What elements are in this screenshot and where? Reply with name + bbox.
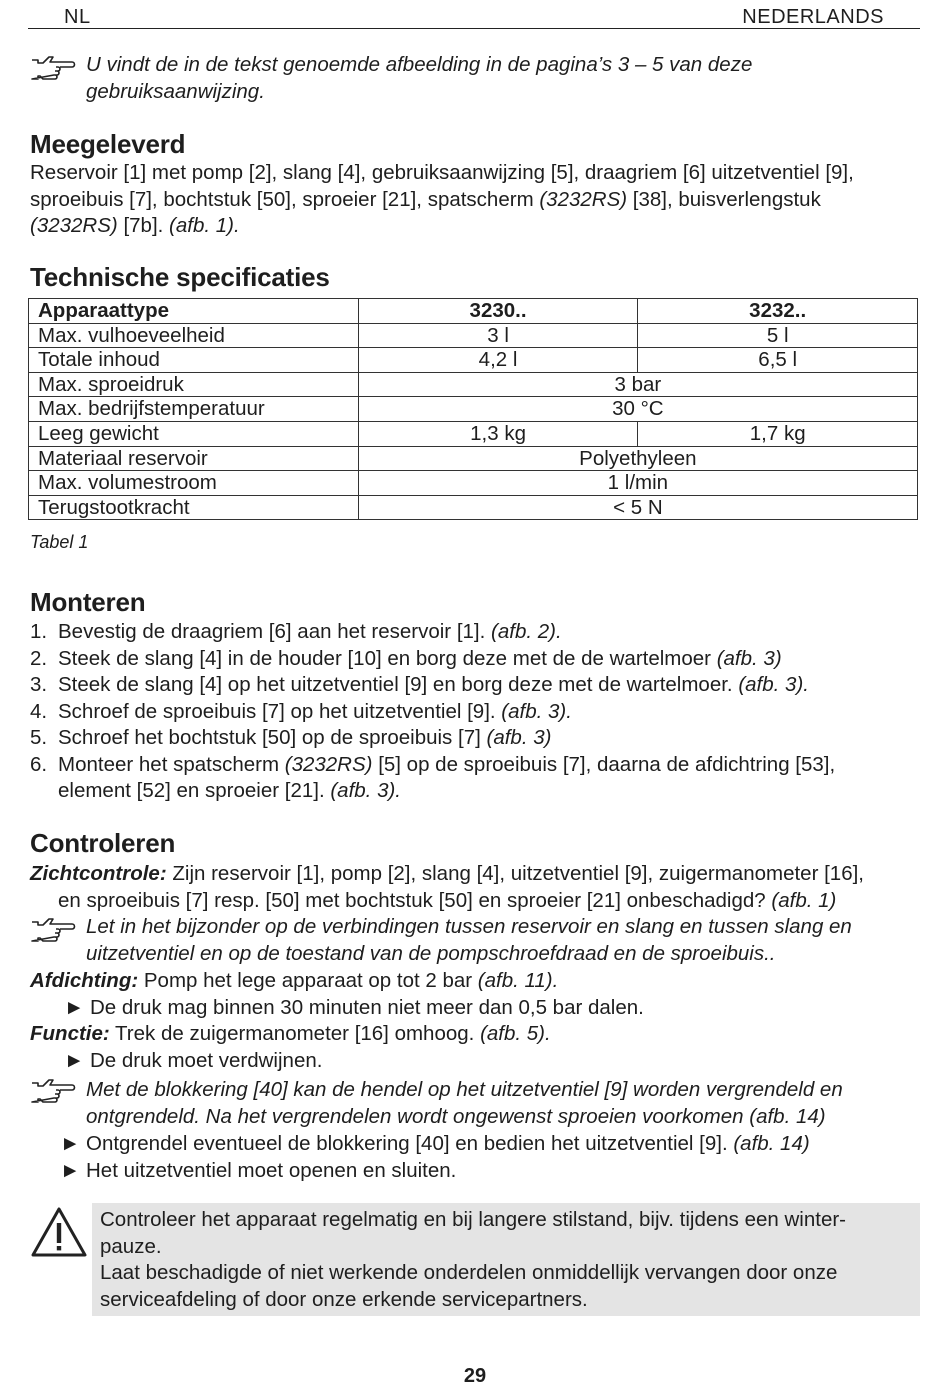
- sealing-check: Afdichting: Pomp het lege apparaat op tot 2 bar (afb. 11).: [30, 969, 559, 992]
- connection-note: Let in het bijzonder op de verbindingen tussen reservoir en slang en tussen slang en uitzetventiel en op de toestand van de pompschroefdraad en de sproeibuis..: [86, 915, 852, 965]
- table-row: Max. bedrijfstemperatuur 30 °C: [29, 397, 918, 422]
- arrow-icon: ►: [60, 1132, 81, 1155]
- valve-step: ► Het uitzetventiel moet openen en sluiten.: [60, 1159, 457, 1182]
- table-row: Totale inhoud 4,2 l 6,5 l: [29, 348, 918, 373]
- table-row: Terugstootkracht < 5 N: [29, 495, 918, 520]
- arrow-icon: ►: [60, 1159, 81, 1182]
- table-row: Materiaal reservoir Polyethyleen: [29, 446, 918, 471]
- specs-table: [28, 298, 918, 520]
- meegeleverd-text: Reservoir [1] met pomp [2], slang [4], gebruiksaanwijzing [5], draagriem [6] uitzetventiel [9], sproeibuis [7], bochtstuk [50], sproeier [21], spatscherm (3232RS) [38], buisverlengstuk (3232RS) [7b]. (afb. 1).: [30, 161, 854, 237]
- intro-note: U vindt de in de tekst genoemde afbeelding in de pagina’s 3 – 5 van deze gebruiksaanwijzing.: [86, 53, 753, 103]
- header-cell: Apparaattype: [29, 299, 359, 324]
- page-header: [28, 2, 920, 29]
- arrow-icon: ►: [64, 996, 85, 1019]
- function-check: Functie: Trek de zuigermanometer [16] omhoog. (afb. 5).: [30, 1022, 551, 1045]
- list-item: 6. Monteer het spatscherm (3232RS) [5] op de sproeibuis [7], daarna de afdichtring [53], element [52] en sproeier [21]. (afb. 3).: [30, 752, 836, 802]
- list-item: 2. Steek de slang [4] in de houder [10] en borg deze met de de wartelmoer (afb. 3): [30, 646, 782, 670]
- sealing-result: ► De druk mag binnen 30 minuten niet meer dan 0,5 bar dalen.: [64, 996, 644, 1019]
- language-code: NL: [64, 6, 91, 28]
- page-number: 29: [463, 1365, 487, 1387]
- pointing-hand-icon: [30, 916, 76, 942]
- section-title-controleren: Controleren: [30, 828, 176, 858]
- warning-text: Controleer het apparaat regelmatig en bij langere stilstand, bijv. tijdens een winter- pauze. Laat beschadigde of niet werkende onderdelen onmiddellijk vervangen door onze serviceafdeling of door onze erkende servicepartners.: [100, 1208, 847, 1311]
- unlock-step: ► Ontgrendel eventueel de blokkering [40] en bedien het uitzetventiel [9]. (afb. 14): [60, 1132, 810, 1155]
- table-row: Leeg gewicht 1,3 kg 1,7 kg: [29, 421, 918, 446]
- list-item: 5. Schroef het bochtstuk [50] op de sproeibuis [7] (afb. 3): [30, 726, 552, 749]
- list-item: 3. Steek de slang [4] op het uitzetventiel [9] en borg deze met de wartelmoer. (afb. 3).: [30, 673, 809, 696]
- header-cell: 3230..: [358, 299, 638, 324]
- section-title-monteren: Monteren: [30, 587, 146, 617]
- table-row: Max. sproeidruk 3 bar: [29, 372, 918, 397]
- pointing-hand-icon: [30, 54, 76, 80]
- list-item: 4. Schroef de sproeibuis [7] op het uitzetventiel [9]. (afb. 3).: [30, 699, 572, 723]
- list-item: 1. Bevestig de draagriem [6] aan het reservoir [1]. (afb. 2).: [30, 620, 562, 643]
- table-header-row: [29, 299, 918, 324]
- arrow-icon: ►: [64, 1049, 85, 1072]
- table-caption: Tabel 1: [30, 532, 89, 552]
- section-title-meegeleverd: Meegeleverd: [30, 129, 186, 159]
- assembly-steps: [30, 619, 920, 805]
- function-result: ► De druk moet verdwijnen.: [64, 1049, 323, 1072]
- pointing-hand-icon: [30, 1077, 76, 1103]
- table-row: Max. volumestroom 1 l/min: [29, 471, 918, 496]
- section-title-specs: Technische specificaties: [30, 262, 330, 292]
- visual-check-text: Zichtcontrole: Zijn reservoir [1], pomp [2], slang [4], uitzetventiel [9], zuigermanometer [16], en sproeibuis [7] resp. [50] met bochtstuk [50] en sproeier [21] onbeschadigd? (afb. 1): [30, 862, 864, 912]
- lock-note: Met de blokkering [40] kan de hendel op het uitzetventiel [9] worden vergrendeld en ontgrendeld. Na het vergrendelen wordt ongewenst sproeien voorkomen (afb. 14): [86, 1078, 843, 1128]
- table-row: Max. vulhoeveelheid 3 l 5 l: [29, 323, 918, 348]
- header-cell: 3232..: [638, 299, 918, 324]
- language-name: NEDERLANDS: [742, 6, 884, 28]
- warning-triangle-icon: [30, 1206, 88, 1258]
